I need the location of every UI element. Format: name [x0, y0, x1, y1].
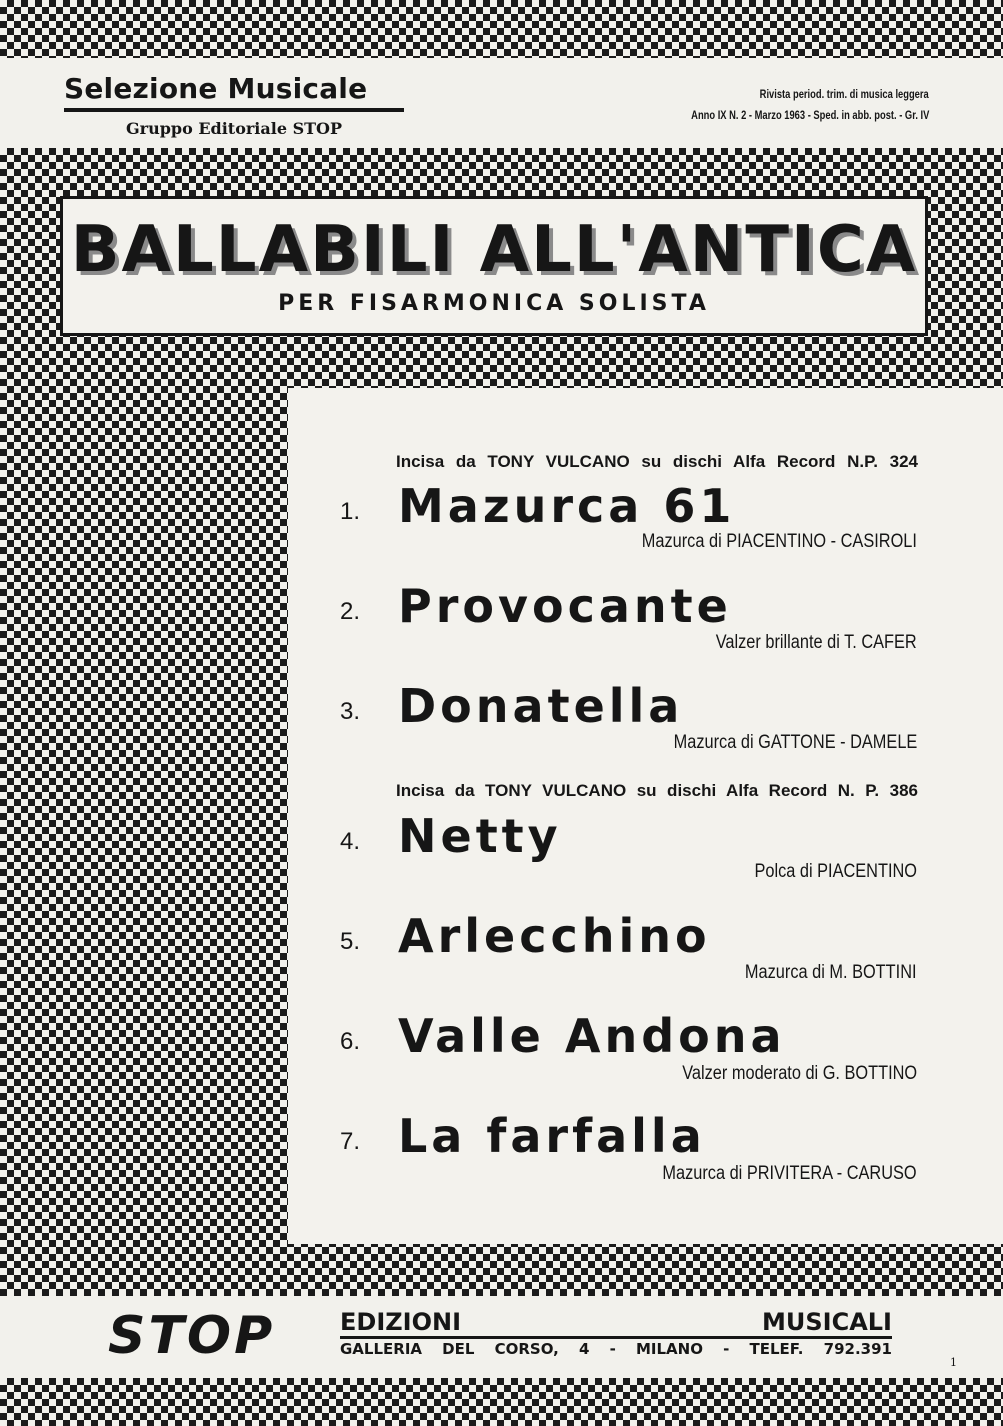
- track-title: La farfalla: [398, 1109, 706, 1163]
- series-title: Selezione Musicale: [64, 72, 368, 105]
- track-title: Donatella: [398, 679, 684, 733]
- track-credit: Mazurca di M. BOTTINI: [745, 962, 917, 983]
- title-box: [60, 196, 928, 336]
- track-credit: Valzer brillante di T. CAFER: [716, 632, 917, 653]
- stop-logo: STOP: [108, 1306, 276, 1366]
- track-credit: Valzer moderato di G. BOTTINO: [682, 1063, 917, 1084]
- issue-line-1: Rivista period. trim. di musica leggera: [759, 87, 929, 101]
- issue-line-2: Anno IX N. 2 - Marzo 1963 - Sped. in abb. post. - Gr. IV: [690, 108, 929, 122]
- track-credit: Mazurca di GATTONE - DAMELE: [673, 732, 917, 753]
- track-title: Mazurca 61: [398, 479, 736, 533]
- track-number: 7.: [340, 1128, 361, 1155]
- track-number: 6.: [340, 1028, 361, 1055]
- track-title: Arlecchino: [398, 909, 711, 963]
- track-title: Provocante: [398, 579, 732, 633]
- track-number: 2.: [340, 598, 361, 625]
- main-subtitle: PER FISARMONICA SOLISTA: [278, 291, 710, 316]
- checker-top-band: [0, 0, 1003, 58]
- track-number: 4.: [340, 828, 361, 855]
- track-credit: Polca di PIACENTINO: [754, 861, 917, 882]
- footer-address: GALLERIA DEL CORSO, 4 - MILANO - TELEF. 792.391: [340, 1340, 892, 1358]
- track-number: 3.: [340, 698, 361, 725]
- track-title: Netty: [398, 809, 562, 863]
- track-number: 5.: [340, 928, 361, 955]
- footer-brand: EDIZIONI MUSICALI: [340, 1308, 892, 1336]
- track-credit: Mazurca di PRIVITERA - CARUSO: [662, 1163, 917, 1184]
- series-title-rule: [64, 108, 404, 112]
- recording-note: Incisa da TONY VULCANO su dischi Alfa Record N. P. 386: [396, 781, 918, 800]
- main-title: BALLABILI ALL'ANTICA: [70, 213, 918, 287]
- recording-note: Incisa da TONY VULCANO su dischi Alfa Record N.P. 324: [396, 452, 918, 471]
- series-group: Gruppo Editoriale STOP: [126, 119, 342, 138]
- track-credit: Mazurca di PIACENTINO - CASIROLI: [641, 531, 917, 552]
- page-number: 1: [950, 1356, 957, 1369]
- track-number: 1.: [340, 498, 361, 525]
- checker-bottom-band: [0, 1378, 1003, 1426]
- track-title: Valle Andona: [398, 1009, 786, 1063]
- footer-rule: [340, 1336, 892, 1339]
